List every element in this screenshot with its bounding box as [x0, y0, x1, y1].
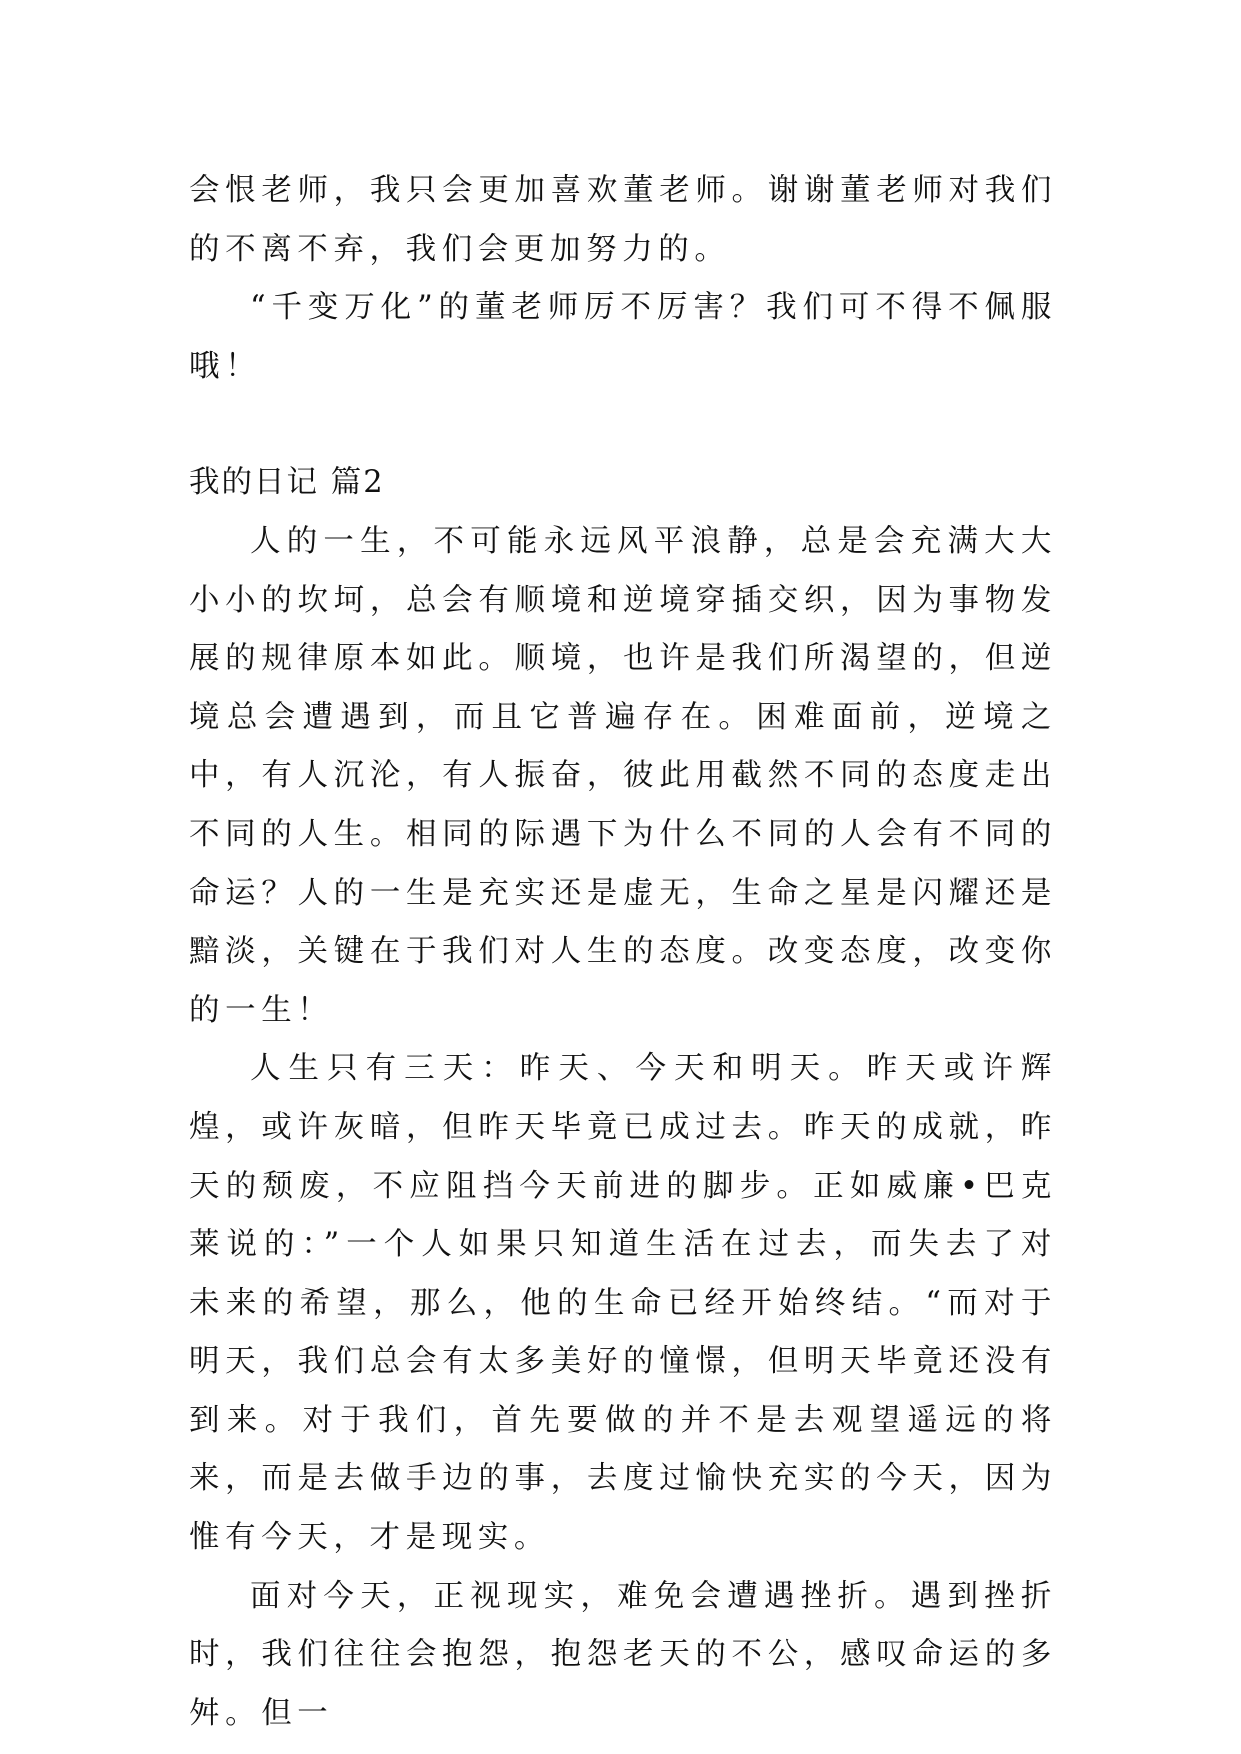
paragraph-continued: 会恨老师，我只会更加喜欢董老师。谢谢董老师对我们的不离不弃，我们会更加努力的。	[189, 173, 1057, 267]
paragraph-life-attitude: 人的一生，不可能永远风平浪静，总是会充满大大小小的坎坷，总会有顺境和逆境穿插交织，因为事物发展的规律原本如此。顺境，也许是我们所渴望的，但逆境总会遭遇到，而且它普遍存在。困难面前，逆境之中，有人沉沦，有人振奋，彼此用截然不同的态度走出不同的人生。相同的际遇下为什么不同的人会有不同的命运？人的一生是充实还是虚无，生命之星是闪耀还是黯淡，关键在于我们对人生的态度。改变态度，改变你的一生！	[189, 523, 1057, 1028]
paragraph-three-days: 人生只有三天：昨天、今天和明天。昨天或许辉煌，或许灰暗，但昨天毕竟已成过去。昨天的成就，昨天的颓废，不应阻挡今天前进的脚步。正如威廉•巴克莱说的：”一个人如果只知道生活在过去，而失去了对未来的希望，那么，他的生命已经开始终结。“而对于明天，我们总会有太多美好的憧憬，但明天毕竟还没有到来。对于我们，首先要做的并不是去观望遥远的将来，而是去做手边的事，去度过愉快充实的今天，因为惟有今天，才是现实。	[189, 1051, 1057, 1556]
paragraph-teacher-praise: “千变万化”的董老师厉不厉害？我们可不得不佩服哦！	[189, 290, 1057, 384]
section-heading: 我的日记 篇2	[189, 465, 385, 501]
paragraph-facing-today: 面对今天，正视现实，难免会遭遇挫折。遇到挫折时，我们往往会抱怨，抱怨老天的不公，感叹命运的多舛。但一	[189, 1578, 1057, 1731]
document-body	[189, 162, 1057, 1743]
